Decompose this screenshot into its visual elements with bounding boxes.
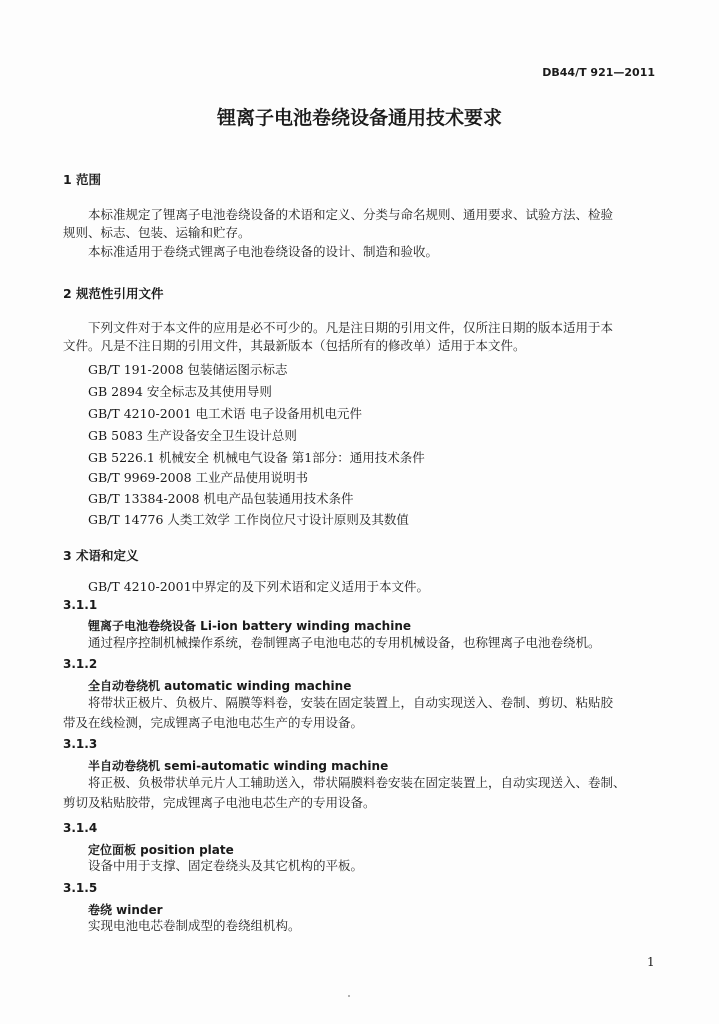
term-title: 锂离子电池卷绕设备 Li-ion battery winding machine — [88, 619, 412, 633]
section-1-heading: 1 范围 — [63, 172, 102, 187]
term-definition: 通过程序控制机械操作系统，卷制锂离子电池电芯的专用机械设备，也称锂离子电池卷绕机。 — [88, 635, 601, 650]
scan-speck — [348, 995, 350, 997]
section-2-para-line2: 文件。凡是不注日期的引用文件，其最新版本（包括所有的修改单）适用于本文件。 — [63, 338, 526, 353]
term-title: 全自动卷绕机 automatic winding machine — [88, 679, 352, 693]
reference-item: GB/T 4210-2001 电工术语 电子设备用机电元件 — [88, 406, 362, 421]
term-definition-cont: 剪切及粘贴胶带，完成锂离子电池电芯生产的专用设备。 — [63, 795, 376, 810]
section-1-para1-line1: 本标准规定了锂离子电池卷绕设备的术语和定义、分类与命名规则、通用要求、试验方法、检验 — [88, 207, 614, 222]
term-number: 3.1.5 — [63, 881, 98, 895]
reference-item: GB 5083 生产设备安全卫生设计总则 — [88, 428, 297, 443]
section-1-para1-line2: 规则、标志、包装、运输和贮存。 — [63, 225, 251, 240]
reference-item: GB/T 13384-2008 机电产品包装通用技术条件 — [88, 491, 354, 506]
reference-item: GB 5226.1 机械安全 机械电气设备 第1部分：通用技术条件 — [88, 450, 425, 465]
term-definition: 实现电池电芯卷制成型的卷绕组机构。 — [88, 918, 301, 933]
term-number: 3.1.1 — [63, 598, 98, 612]
term-title: 卷绕 winder — [88, 903, 163, 917]
term-number: 3.1.2 — [63, 657, 98, 671]
term-definition: 将带状正极片、负极片、隔膜等料卷，安装在固定装置上，自动实现送入、卷制、剪切、粘贴胶 — [88, 695, 614, 710]
page-number: 1 — [647, 955, 655, 969]
standard-code: DB44/T 921—2011 — [542, 66, 655, 79]
term-title: 定位面板 position plate — [88, 843, 234, 857]
term-number: 3.1.3 — [63, 737, 98, 751]
term-definition: 将正极、负极带状单元片人工辅助送入，带状隔膜料卷安装在固定装置上，自动实现送入、卷制、 — [88, 775, 626, 790]
term-title: 半自动卷绕机 semi-automatic winding machine — [88, 759, 389, 773]
reference-item: GB 2894 安全标志及其使用导则 — [88, 384, 272, 399]
section-3-heading: 3 术语和定义 — [63, 548, 139, 563]
reference-item: GB/T 9969-2008 工业产品使用说明书 — [88, 470, 309, 485]
section-2-para-line1: 下列文件对于本文件的应用是必不可少的。凡是注日期的引用文件，仅所注日期的版本适用于本 — [88, 320, 614, 335]
document-title: 锂离子电池卷绕设备通用技术要求 — [216, 107, 502, 129]
reference-item: GB/T 14776 人类工效学 工作岗位尺寸设计原则及其数值 — [88, 512, 409, 527]
section-3-intro: GB/T 4210-2001中界定的及下列术语和定义适用于本文件。 — [88, 579, 430, 594]
section-1-para2: 本标准适用于卷绕式锂离子电池卷绕设备的设计、制造和验收。 — [88, 244, 439, 259]
term-number: 3.1.4 — [63, 821, 98, 835]
term-definition-cont: 带及在线检测，完成锂离子电池电芯生产的专用设备。 — [63, 715, 364, 730]
reference-item: GB/T 191-2008 包装储运图示标志 — [88, 362, 288, 377]
section-2-heading: 2 规范性引用文件 — [63, 286, 164, 301]
term-definition: 设备中用于支撑、固定卷绕头及其它机构的平板。 — [88, 858, 364, 873]
